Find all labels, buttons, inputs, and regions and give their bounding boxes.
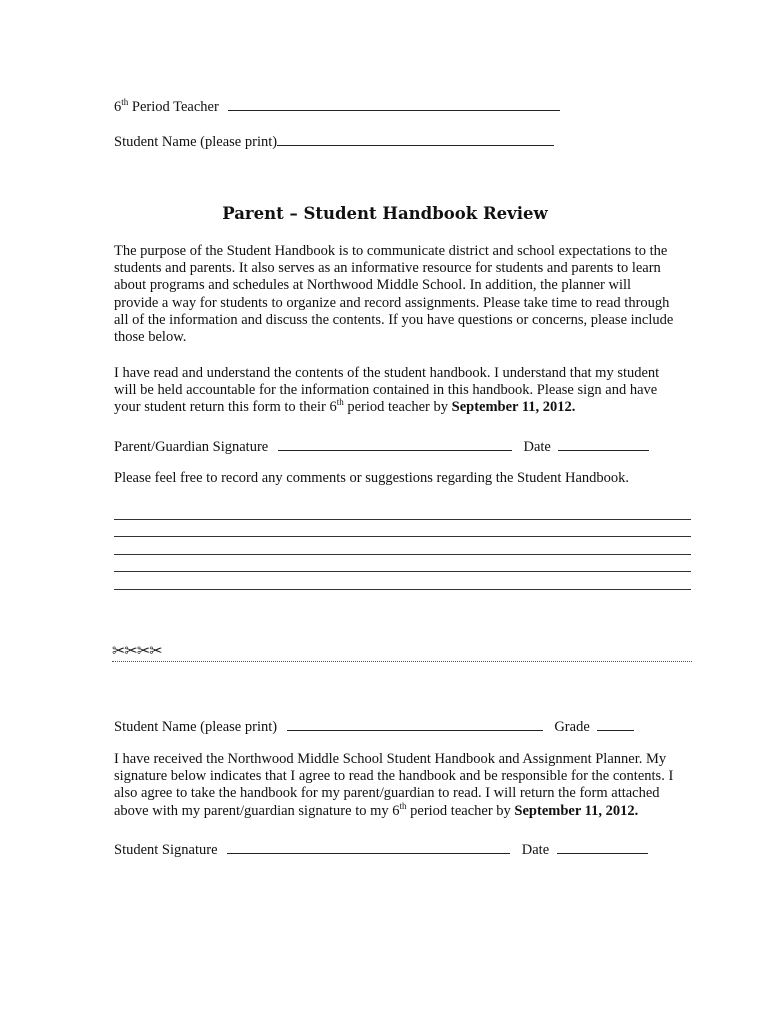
comment-line[interactable] [114, 519, 691, 520]
parent-date-blank[interactable] [558, 436, 649, 451]
period-number: 6 [114, 99, 122, 115]
purpose-line: all of the information and discuss the contents. If you have questions or concerns, please include [114, 311, 674, 328]
acknowledgement-text: period teacher by [343, 399, 452, 416]
due-date: September 11, 2012. [451, 399, 576, 416]
student-name-row [114, 716, 634, 736]
agreement-line: I have received the Northwood Middle School Student Handbook and Assignment Planner. My [114, 751, 667, 767]
page-title: Parent – Student Handbook Review [222, 204, 548, 223]
agreement-line [114, 800, 694, 820]
student-date-blank[interactable] [557, 839, 648, 854]
agreement-text: above with my parent/guardian signature to my 6 [114, 802, 400, 819]
parent-signature-label: Parent/Guardian Signature [114, 439, 269, 455]
student-name-blank[interactable] [287, 716, 543, 731]
student-name-label-top: Student Name (please print) [114, 134, 278, 150]
agreement-text: period teacher by [406, 802, 515, 819]
student-agreement-paragraph [114, 751, 694, 820]
student-signature-row [114, 839, 648, 859]
purpose-line: those below. [114, 329, 187, 346]
student-signature-blank[interactable] [227, 839, 510, 854]
acknowledgement-line: will be held accountable for the information contained in this handbook. Please sign and have [114, 382, 658, 399]
student-name-blank-top[interactable] [277, 131, 554, 146]
period-teacher-label: Period Teacher [128, 99, 219, 115]
parent-signature-blank[interactable] [278, 436, 512, 451]
purpose-paragraph [114, 243, 694, 346]
period-teacher-field [114, 96, 560, 116]
purpose-line: The purpose of the Student Handbook is to communicate district and school expectations to the [114, 243, 668, 259]
comment-line[interactable] [114, 571, 691, 572]
comment-line[interactable] [114, 554, 691, 555]
parent-signature-row [114, 436, 649, 456]
acknowledgement-paragraph [114, 365, 694, 417]
agreement-superscript: th [399, 800, 407, 811]
student-name-label: Student Name (please print) [114, 719, 278, 735]
purpose-line: provide a way for students to organize and record assignments. Please take time to read through [114, 294, 670, 311]
period-superscript: th [121, 97, 129, 108]
grade-label: Grade [554, 719, 590, 735]
comment-line[interactable] [114, 536, 691, 537]
comment-line[interactable] [114, 589, 691, 590]
cut-line-divider [112, 661, 692, 662]
purpose-line: students and parents. It also serves as an informative resource for students and parents to learn [114, 260, 661, 277]
grade-blank[interactable] [597, 716, 634, 731]
due-date: September 11, 2012. [514, 802, 639, 819]
student-name-field-top [114, 131, 554, 151]
period-teacher-blank[interactable] [228, 96, 560, 111]
acknowledgement-superscript: th [336, 397, 344, 408]
agreement-line: signature below indicates that I agree to read the handbook and be responsible for the contents. I [114, 768, 674, 785]
acknowledgement-line [114, 399, 694, 416]
parent-date-label: Date [523, 439, 551, 455]
purpose-line: about programs and schedules at Northwood Middle School. In addition, the planner will [114, 277, 632, 294]
agreement-line: also agree to take the handbook for my parent/guardian to read. I will return the form attached [114, 785, 660, 802]
student-signature-label: Student Signature [114, 842, 218, 858]
acknowledgement-text: your student return this form to their 6 [114, 399, 337, 416]
scissors-icon: ✂✂✂✂ [112, 641, 162, 660]
student-date-label: Date [521, 842, 550, 858]
acknowledgement-line: I have read and understand the contents of the student handbook. I understand that my student [114, 365, 660, 381]
comments-prompt: Please feel free to record any comments or suggestions regarding the Student Handbook. [114, 470, 630, 486]
